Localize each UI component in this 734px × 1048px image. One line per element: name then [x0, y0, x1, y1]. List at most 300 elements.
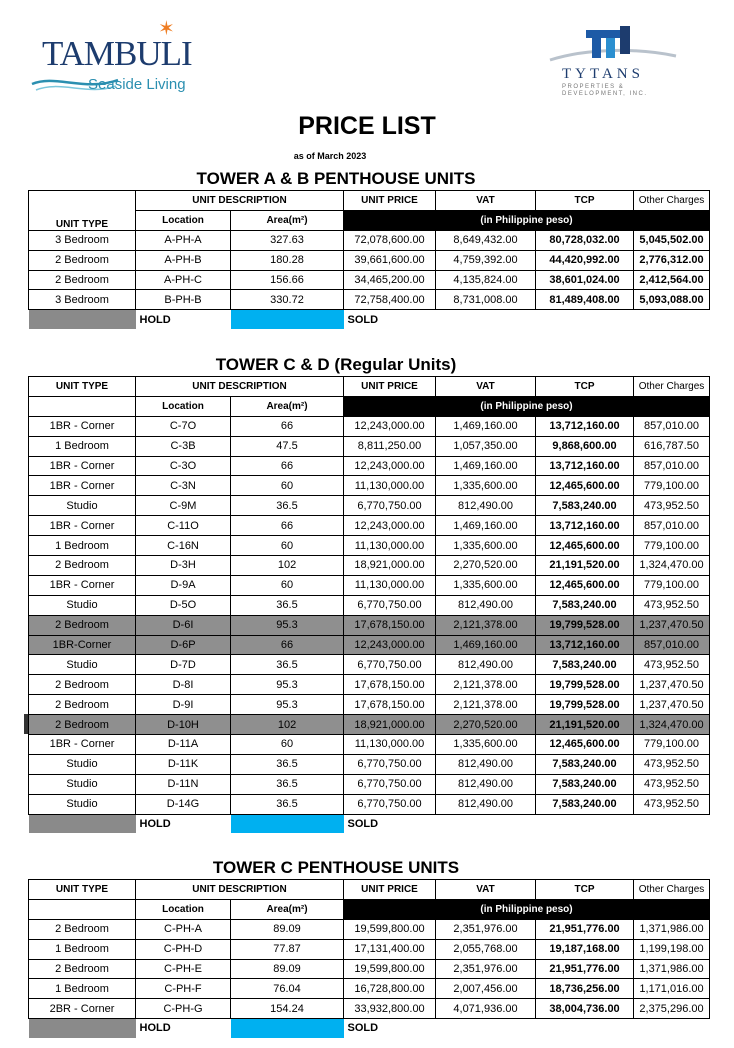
location-cell: D-10H	[136, 715, 231, 735]
area-cell: 102	[231, 715, 344, 735]
other-charges-cell: 857,010.00	[634, 635, 710, 655]
sold-swatch	[231, 1019, 344, 1038]
vat-cell: 1,469,160.00	[436, 456, 536, 476]
unit-type-cell: 2 Bedroom	[29, 250, 136, 270]
other-charges-cell: 1,237,470.50	[634, 615, 710, 635]
hold-swatch	[29, 814, 136, 833]
location-cell: C-7O	[136, 416, 231, 436]
other-charges-cell: 857,010.00	[634, 516, 710, 536]
currency-note: (in Philippine peso)	[344, 396, 710, 416]
unit-type-cell: Studio	[29, 496, 136, 516]
tcp-cell: 13,712,160.00	[536, 456, 634, 476]
other-charges-cell: 473,952.50	[634, 496, 710, 516]
other-charges-cell: 5,045,502.00	[634, 230, 710, 250]
unit-price-cell: 72,758,400.00	[344, 290, 436, 310]
other-charges-cell: 857,010.00	[634, 416, 710, 436]
unit-type-cell: 1BR - Corner	[29, 575, 136, 595]
unit-price-cell: 11,130,000.00	[344, 575, 436, 595]
unit-price-cell: 34,465,200.00	[344, 270, 436, 290]
table-row	[29, 919, 710, 939]
unit-price-cell: 39,661,600.00	[344, 250, 436, 270]
sold-swatch	[231, 310, 344, 329]
vat-cell: 4,759,392.00	[436, 250, 536, 270]
other-charges-cell: 1,371,986.00	[634, 919, 710, 939]
unit-price-cell: 6,770,750.00	[344, 595, 436, 615]
tcp-cell: 18,736,256.00	[536, 979, 634, 999]
other-charges-cell: 779,100.00	[634, 575, 710, 595]
unit-type-cell: 1 Bedroom	[29, 436, 136, 456]
vat-cell: 2,351,976.00	[436, 959, 536, 979]
unit-type-header-blank	[29, 191, 136, 211]
location-cell: D-6I	[136, 615, 231, 635]
area-cell: 66	[231, 635, 344, 655]
unit-price-header: UNIT PRICE	[344, 880, 436, 900]
tcp-cell: 13,712,160.00	[536, 635, 634, 655]
unit-price-cell: 12,243,000.00	[344, 416, 436, 436]
table-row	[29, 695, 710, 715]
table-row	[29, 270, 710, 290]
area-cell: 36.5	[231, 774, 344, 794]
table-row	[29, 999, 710, 1019]
area-cell: 60	[231, 476, 344, 496]
as-of-date: as of March 2023	[293, 151, 367, 161]
vat-cell: 1,335,600.00	[436, 575, 536, 595]
other-charges-cell: 1,324,470.00	[634, 556, 710, 576]
unit-type-subheader-blank	[29, 396, 136, 416]
area-cell: 89.09	[231, 959, 344, 979]
tcp-cell: 13,712,160.00	[536, 416, 634, 436]
tcp-cell: 7,583,240.00	[536, 794, 634, 814]
unit-type-cell: 1 Bedroom	[29, 536, 136, 556]
tcp-cell: 21,191,520.00	[536, 556, 634, 576]
price-table	[28, 376, 710, 833]
table-row	[29, 715, 710, 735]
table-row	[29, 595, 710, 615]
unit-type-cell: Studio	[29, 754, 136, 774]
area-cell: 36.5	[231, 655, 344, 675]
unit-type-cell: 2 Bedroom	[29, 919, 136, 939]
area-cell: 180.28	[231, 250, 344, 270]
vat-cell: 812,490.00	[436, 496, 536, 516]
subheader-row	[29, 899, 710, 919]
vat-cell: 2,055,768.00	[436, 939, 536, 959]
other-charges-cell: 779,100.00	[634, 536, 710, 556]
logo-name: TYTANS	[562, 66, 644, 82]
location-cell: C-16N	[136, 536, 231, 556]
location-header: Location	[136, 210, 231, 230]
location-cell: C-PH-E	[136, 959, 231, 979]
location-cell: A-PH-B	[136, 250, 231, 270]
area-cell: 36.5	[231, 595, 344, 615]
section-title: TOWER C PENTHOUSE UNITS	[212, 858, 460, 877]
tcp-cell: 38,004,736.00	[536, 999, 634, 1019]
other-charges-cell: 5,093,088.00	[634, 290, 710, 310]
other-charges-header: Other Charges	[634, 377, 710, 397]
unit-price-cell: 8,811,250.00	[344, 436, 436, 456]
location-cell: A-PH-C	[136, 270, 231, 290]
unit-type-cell: 1BR - Corner	[29, 456, 136, 476]
area-cell: 156.66	[231, 270, 344, 290]
tcp-cell: 7,583,240.00	[536, 655, 634, 675]
area-cell: 95.3	[231, 615, 344, 635]
vat-cell: 2,270,520.00	[436, 715, 536, 735]
other-charges-cell: 616,787.50	[634, 436, 710, 456]
location-cell: D-11K	[136, 754, 231, 774]
unit-description-header: UNIT DESCRIPTION	[136, 191, 344, 211]
unit-price-cell: 11,130,000.00	[344, 735, 436, 755]
price-table	[28, 190, 710, 329]
subheader-row	[29, 396, 710, 416]
unit-type-cell: 2 Bedroom	[29, 556, 136, 576]
tcp-cell: 80,728,032.00	[536, 230, 634, 250]
section-title: TOWER A & B PENTHOUSE UNITS	[196, 169, 476, 188]
location-cell: D-5O	[136, 595, 231, 615]
other-charges-cell: 1,171,016.00	[634, 979, 710, 999]
other-charges-cell: 473,952.50	[634, 774, 710, 794]
vat-cell: 1,057,350.00	[436, 436, 536, 456]
tcp-cell: 21,951,776.00	[536, 919, 634, 939]
unit-price-cell: 16,728,800.00	[344, 979, 436, 999]
other-charges-cell: 473,952.50	[634, 655, 710, 675]
table-row	[29, 456, 710, 476]
vat-cell: 2,121,378.00	[436, 675, 536, 695]
table-row	[29, 250, 710, 270]
area-cell: 66	[231, 516, 344, 536]
unit-type-cell: 1 Bedroom	[29, 939, 136, 959]
currency-note: (in Philippine peso)	[344, 210, 710, 230]
table-row	[29, 436, 710, 456]
unit-type-header: UNIT TYPE	[29, 880, 136, 900]
unit-price-header: UNIT PRICE	[344, 377, 436, 397]
area-cell: 330.72	[231, 290, 344, 310]
vat-cell: 1,469,160.00	[436, 516, 536, 536]
unit-type-cell: 1BR - Corner	[29, 476, 136, 496]
other-charges-cell: 473,952.50	[634, 754, 710, 774]
unit-type-cell: 2 Bedroom	[29, 695, 136, 715]
header-row	[29, 377, 710, 397]
hold-label: HOLD	[139, 313, 171, 326]
location-cell: D-11N	[136, 774, 231, 794]
vat-cell: 1,469,160.00	[436, 635, 536, 655]
vat-cell: 4,135,824.00	[436, 270, 536, 290]
unit-type-cell: 3 Bedroom	[29, 230, 136, 250]
vat-header: VAT	[436, 377, 536, 397]
table-row	[29, 675, 710, 695]
unit-price-cell: 17,678,150.00	[344, 615, 436, 635]
location-cell: C-3B	[136, 436, 231, 456]
unit-price-cell: 6,770,750.00	[344, 794, 436, 814]
tcp-header: TCP	[536, 880, 634, 900]
unit-price-cell: 19,599,800.00	[344, 959, 436, 979]
header-row	[29, 880, 710, 900]
tcp-cell: 9,868,600.00	[536, 436, 634, 456]
table-row	[29, 516, 710, 536]
area-cell: 47.5	[231, 436, 344, 456]
table-row	[29, 290, 710, 310]
other-charges-cell: 1,237,470.50	[634, 675, 710, 695]
unit-price-cell: 12,243,000.00	[344, 516, 436, 536]
area-header: Area(m²)	[231, 210, 344, 230]
other-charges-cell: 1,324,470.00	[634, 715, 710, 735]
unit-type-cell: 1BR - Corner	[29, 516, 136, 536]
table-row	[29, 774, 710, 794]
unit-type-cell: 2 Bedroom	[29, 959, 136, 979]
sold-label: SOLD	[347, 1022, 379, 1035]
location-cell: C-3O	[136, 456, 231, 476]
sold-label: SOLD	[347, 817, 379, 830]
tcp-cell: 44,420,992.00	[536, 250, 634, 270]
sold-swatch	[231, 814, 344, 833]
table-row	[29, 575, 710, 595]
vat-cell: 1,335,600.00	[436, 536, 536, 556]
location-cell: C-11O	[136, 516, 231, 536]
area-cell: 36.5	[231, 496, 344, 516]
tcp-header: TCP	[536, 191, 634, 211]
star-icon: ✶	[158, 18, 175, 40]
location-cell: C-PH-F	[136, 979, 231, 999]
vat-cell: 2,351,976.00	[436, 919, 536, 939]
vat-cell: 2,270,520.00	[436, 556, 536, 576]
unit-price-cell: 11,130,000.00	[344, 476, 436, 496]
tcp-cell: 12,465,600.00	[536, 536, 634, 556]
table-row	[29, 794, 710, 814]
unit-price-cell: 12,243,000.00	[344, 456, 436, 476]
subheader-row	[29, 210, 710, 230]
location-cell: D-9I	[136, 695, 231, 715]
table-row	[29, 655, 710, 675]
unit-type-cell: 2 Bedroom	[29, 270, 136, 290]
vat-cell: 2,007,456.00	[436, 979, 536, 999]
area-cell: 36.5	[231, 754, 344, 774]
row-marker	[24, 714, 28, 734]
table-row	[29, 476, 710, 496]
vat-header: VAT	[436, 880, 536, 900]
area-cell: 77.87	[231, 939, 344, 959]
tcp-cell: 7,583,240.00	[536, 595, 634, 615]
location-cell: D-11A	[136, 735, 231, 755]
area-cell: 327.63	[231, 230, 344, 250]
location-cell: C-PH-A	[136, 919, 231, 939]
area-cell: 89.09	[231, 919, 344, 939]
table-row	[29, 735, 710, 755]
page-title: PRICE LIST	[298, 112, 436, 140]
other-charges-header: Other Charges	[634, 880, 710, 900]
legend-row	[29, 814, 710, 833]
area-cell: 102	[231, 556, 344, 576]
tcp-cell: 21,951,776.00	[536, 959, 634, 979]
area-cell: 36.5	[231, 794, 344, 814]
tcp-cell: 21,191,520.00	[536, 715, 634, 735]
tambuli-logo	[30, 14, 190, 104]
table-row	[29, 230, 710, 250]
unit-price-cell: 18,921,000.00	[344, 556, 436, 576]
location-cell: D-7D	[136, 655, 231, 675]
tcp-cell: 12,465,600.00	[536, 476, 634, 496]
other-charges-cell: 2,412,564.00	[634, 270, 710, 290]
unit-type-cell: 2 Bedroom	[29, 615, 136, 635]
unit-type-cell: Studio	[29, 655, 136, 675]
vat-cell: 812,490.00	[436, 774, 536, 794]
location-cell: B-PH-B	[136, 290, 231, 310]
location-cell: D-14G	[136, 794, 231, 814]
location-cell: D-8I	[136, 675, 231, 695]
unit-price-cell: 12,243,000.00	[344, 635, 436, 655]
header-row	[29, 191, 710, 211]
location-cell: C-PH-G	[136, 999, 231, 1019]
unit-type-cell: 2 Bedroom	[29, 675, 136, 695]
unit-type-cell: 2BR - Corner	[29, 999, 136, 1019]
unit-price-cell: 6,770,750.00	[344, 774, 436, 794]
area-cell: 95.3	[231, 695, 344, 715]
unit-description-header: UNIT DESCRIPTION	[136, 377, 344, 397]
tcp-header: TCP	[536, 377, 634, 397]
vat-cell: 1,335,600.00	[436, 476, 536, 496]
location-cell: D-9A	[136, 575, 231, 595]
location-header: Location	[136, 899, 231, 919]
tcp-cell: 19,799,528.00	[536, 695, 634, 715]
unit-description-header: UNIT DESCRIPTION	[136, 880, 344, 900]
area-cell: 60	[231, 536, 344, 556]
other-charges-cell: 2,375,296.00	[634, 999, 710, 1019]
sold-label: SOLD	[347, 313, 379, 326]
unit-type-cell: Studio	[29, 595, 136, 615]
location-cell: D-6P	[136, 635, 231, 655]
table-row	[29, 615, 710, 635]
tcp-cell: 81,489,408.00	[536, 290, 634, 310]
table-row	[29, 635, 710, 655]
other-charges-cell: 473,952.50	[634, 595, 710, 615]
table-row	[29, 496, 710, 516]
vat-cell: 8,649,432.00	[436, 230, 536, 250]
location-cell: A-PH-A	[136, 230, 231, 250]
unit-type-cell: Studio	[29, 774, 136, 794]
table-row	[29, 959, 710, 979]
unit-price-cell: 19,599,800.00	[344, 919, 436, 939]
location-cell: C-9M	[136, 496, 231, 516]
legend-row	[29, 310, 710, 329]
other-charges-cell: 779,100.00	[634, 476, 710, 496]
tcp-cell: 19,799,528.00	[536, 675, 634, 695]
table-row	[29, 536, 710, 556]
unit-type-cell: 1BR-Corner	[29, 635, 136, 655]
other-charges-cell: 1,237,470.50	[634, 695, 710, 715]
logo-name: TAMBULI	[42, 34, 192, 73]
location-header: Location	[136, 396, 231, 416]
hold-swatch	[29, 310, 136, 329]
unit-type-header: UNIT TYPE	[29, 210, 136, 230]
area-header: Area(m²)	[231, 899, 344, 919]
area-cell: 60	[231, 575, 344, 595]
hold-swatch	[29, 1019, 136, 1038]
vat-cell: 812,490.00	[436, 794, 536, 814]
unit-price-cell: 11,130,000.00	[344, 536, 436, 556]
area-cell: 76.04	[231, 979, 344, 999]
tcp-cell: 12,465,600.00	[536, 575, 634, 595]
tcp-cell: 19,187,168.00	[536, 939, 634, 959]
legend-row	[29, 1019, 710, 1038]
unit-price-cell: 17,131,400.00	[344, 939, 436, 959]
unit-price-header: UNIT PRICE	[344, 191, 436, 211]
other-charges-header: Other Charges	[634, 191, 710, 211]
area-cell: 66	[231, 456, 344, 476]
unit-price-cell: 6,770,750.00	[344, 754, 436, 774]
vat-cell: 812,490.00	[436, 754, 536, 774]
vat-cell: 2,121,378.00	[436, 615, 536, 635]
table-row	[29, 939, 710, 959]
vat-cell: 1,335,600.00	[436, 735, 536, 755]
area-header: Area(m²)	[231, 396, 344, 416]
vat-cell: 2,121,378.00	[436, 695, 536, 715]
area-cell: 66	[231, 416, 344, 436]
vat-cell: 812,490.00	[436, 655, 536, 675]
table-row	[29, 556, 710, 576]
unit-price-cell: 6,770,750.00	[344, 496, 436, 516]
price-table	[28, 879, 710, 1038]
unit-price-cell: 33,932,800.00	[344, 999, 436, 1019]
tcp-cell: 12,465,600.00	[536, 735, 634, 755]
unit-type-cell: 1 Bedroom	[29, 979, 136, 999]
currency-note: (in Philippine peso)	[344, 899, 710, 919]
logo-tagline: Seaside Living	[88, 76, 186, 93]
unit-type-cell: 2 Bedroom	[29, 715, 136, 735]
tcp-cell: 7,583,240.00	[536, 774, 634, 794]
unit-price-cell: 18,921,000.00	[344, 715, 436, 735]
hold-label: HOLD	[139, 1022, 171, 1035]
other-charges-cell: 1,199,198.00	[634, 939, 710, 959]
location-cell: C-3N	[136, 476, 231, 496]
unit-price-cell: 6,770,750.00	[344, 655, 436, 675]
area-cell: 60	[231, 735, 344, 755]
unit-type-cell: 3 Bedroom	[29, 290, 136, 310]
other-charges-cell: 473,952.50	[634, 794, 710, 814]
unit-type-cell: Studio	[29, 794, 136, 814]
tytans-logo	[548, 26, 678, 106]
tcp-cell: 13,712,160.00	[536, 516, 634, 536]
table-row	[29, 979, 710, 999]
vat-cell: 4,071,936.00	[436, 999, 536, 1019]
section-title: TOWER C & D (Regular Units)	[215, 355, 457, 374]
tcp-cell: 7,583,240.00	[536, 754, 634, 774]
vat-cell: 8,731,008.00	[436, 290, 536, 310]
unit-type-header: UNIT TYPE	[29, 377, 136, 397]
tcp-cell: 19,799,528.00	[536, 615, 634, 635]
unit-price-cell: 72,078,600.00	[344, 230, 436, 250]
other-charges-cell: 857,010.00	[634, 456, 710, 476]
location-cell: D-3H	[136, 556, 231, 576]
logo-tagline: PROPERTIES & DEVELOPMENT, INC.	[562, 84, 648, 97]
other-charges-cell: 779,100.00	[634, 735, 710, 755]
unit-price-cell: 17,678,150.00	[344, 695, 436, 715]
vat-cell: 1,469,160.00	[436, 416, 536, 436]
vat-header: VAT	[436, 191, 536, 211]
tcp-cell: 38,601,024.00	[536, 270, 634, 290]
table-row	[29, 416, 710, 436]
location-cell: C-PH-D	[136, 939, 231, 959]
unit-price-cell: 17,678,150.00	[344, 675, 436, 695]
area-cell: 95.3	[231, 675, 344, 695]
other-charges-cell: 2,776,312.00	[634, 250, 710, 270]
area-cell: 154.24	[231, 999, 344, 1019]
table-row	[29, 754, 710, 774]
tytans-mark-icon	[548, 26, 678, 66]
tcp-cell: 7,583,240.00	[536, 496, 634, 516]
unit-type-cell: 1BR - Corner	[29, 735, 136, 755]
hold-label: HOLD	[139, 817, 171, 830]
unit-type-subheader-blank	[29, 899, 136, 919]
unit-type-cell: 1BR - Corner	[29, 416, 136, 436]
vat-cell: 812,490.00	[436, 595, 536, 615]
other-charges-cell: 1,371,986.00	[634, 959, 710, 979]
